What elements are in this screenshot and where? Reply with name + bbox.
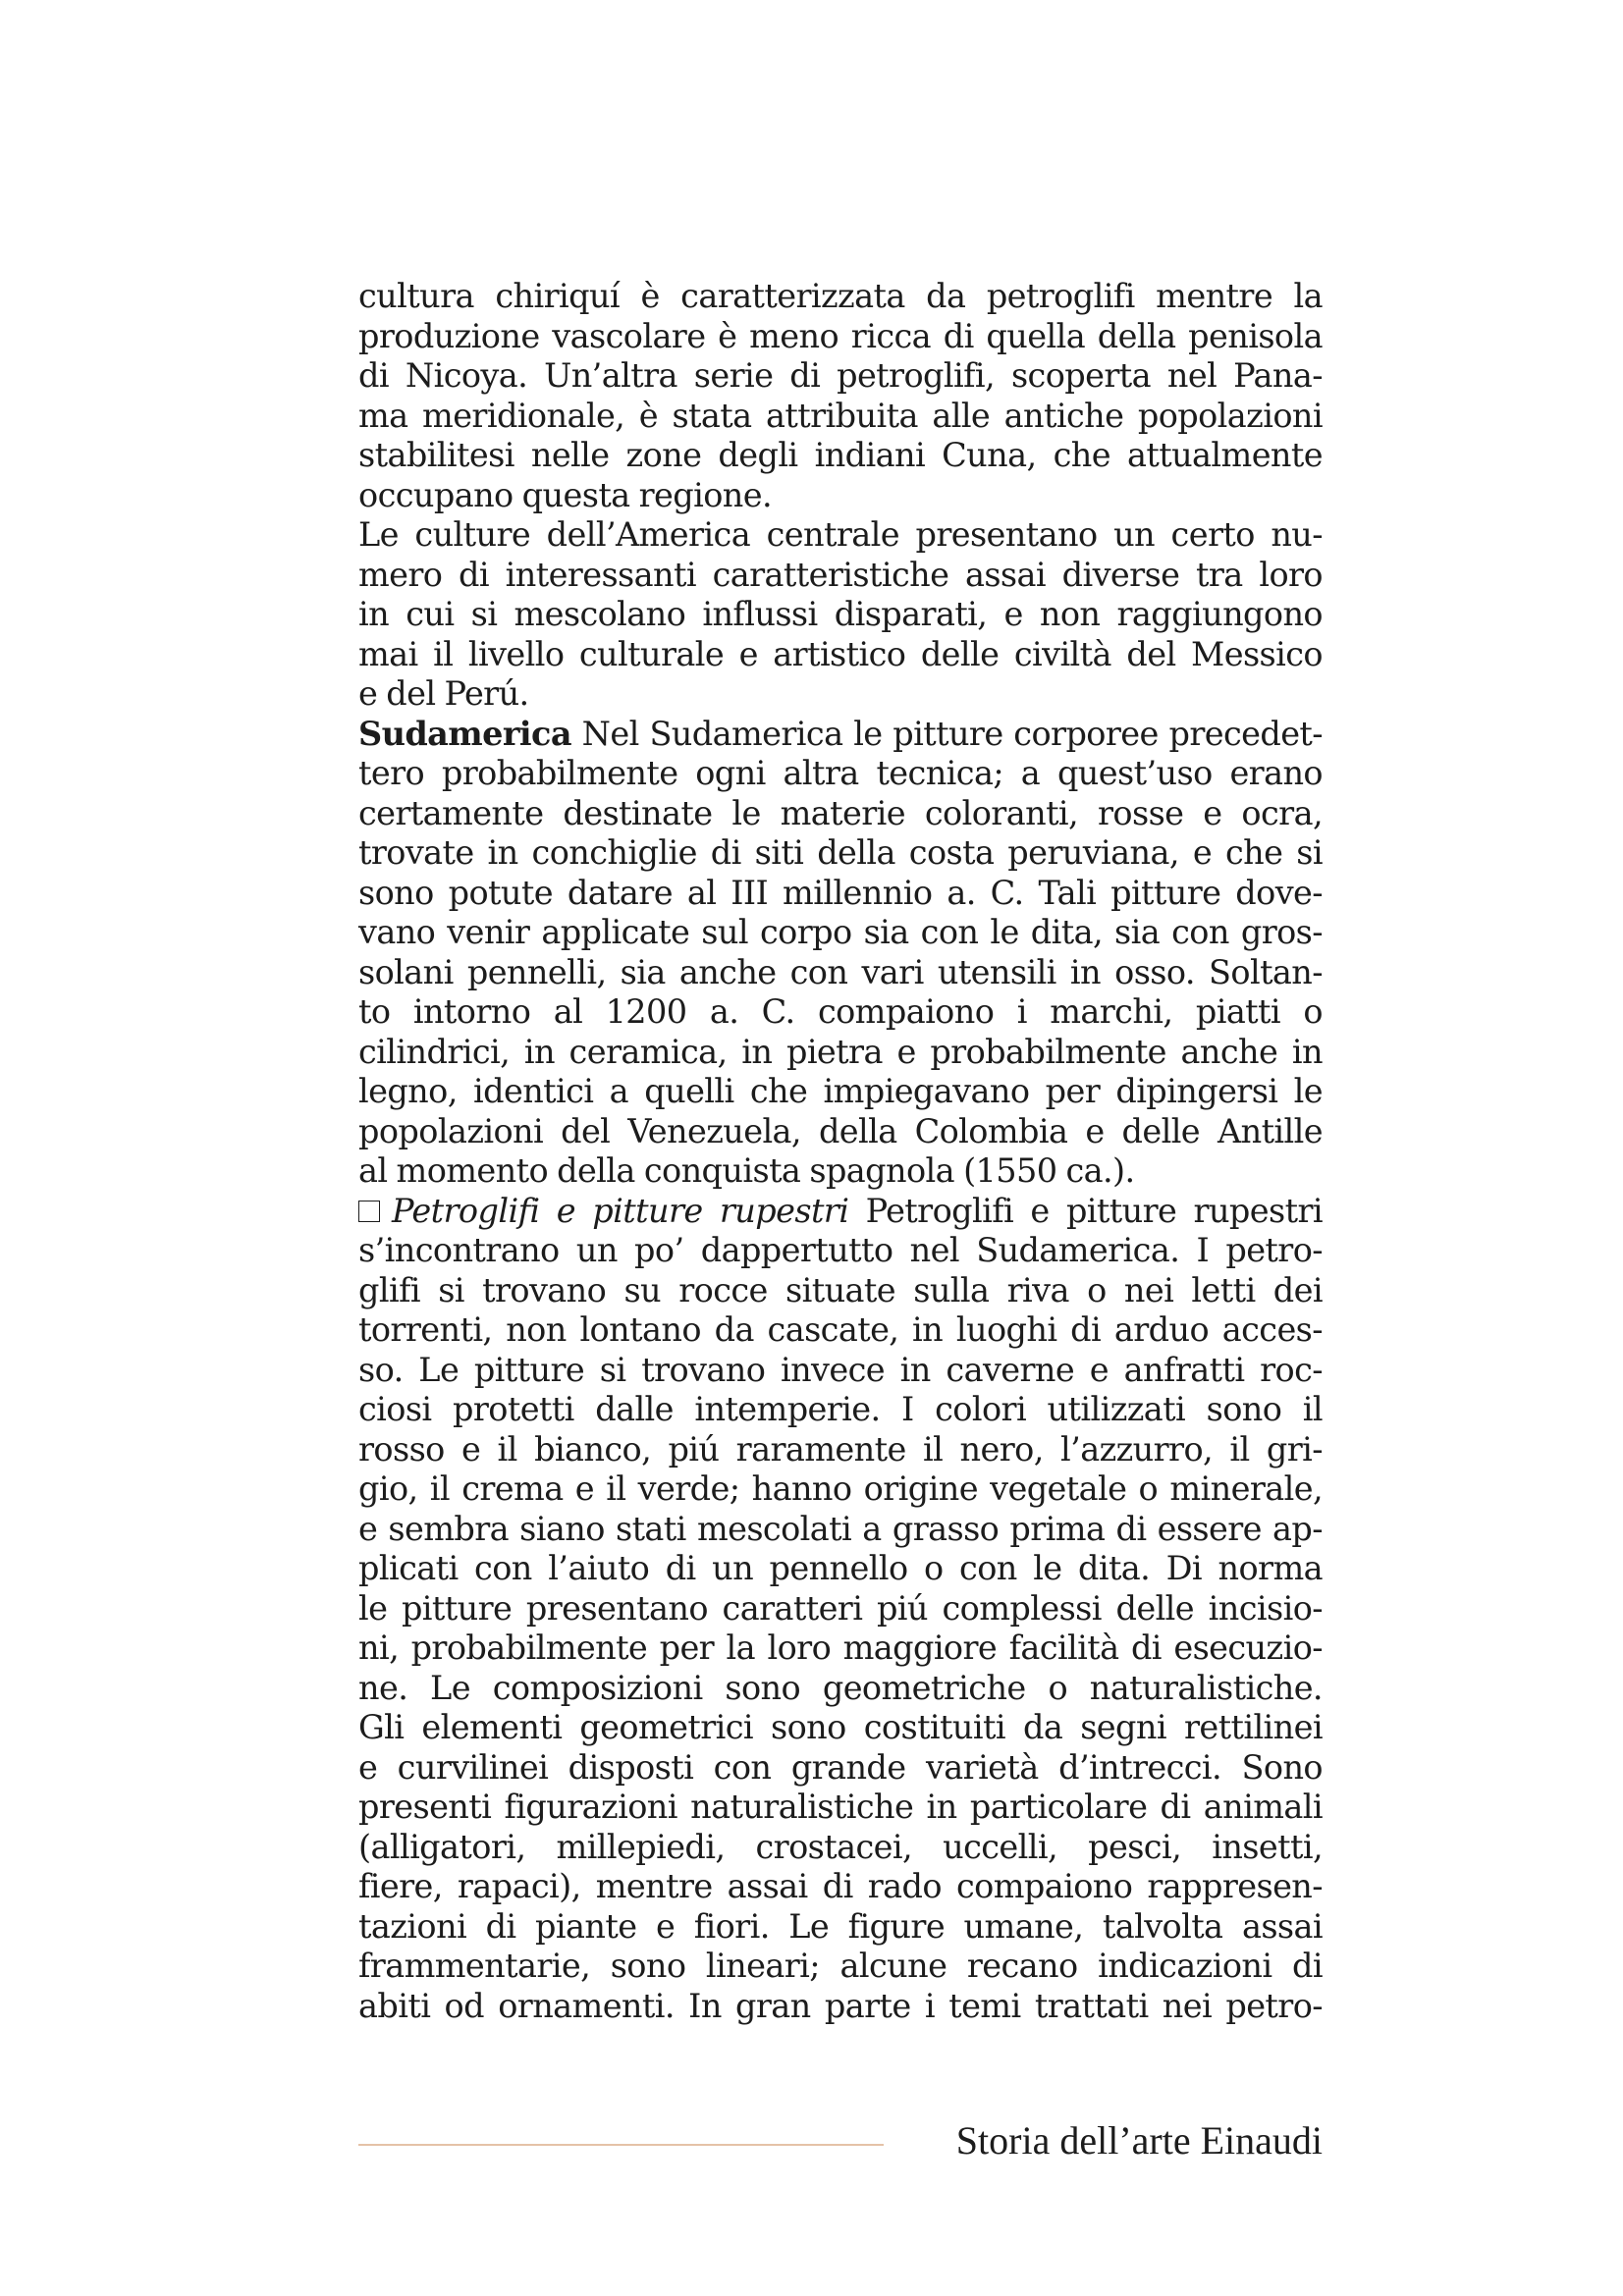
section-heading-sudamerica: Sudamerica <box>358 714 571 753</box>
text-line: popolazioni del Venezuela, della Colombia e delle Antille <box>358 1111 1323 1150</box>
text-line: Nel Sudamerica le pitture corporee precedet- <box>581 714 1323 753</box>
text-line: ma meridionale, è stata attribuita alle antiche popolazioni <box>358 396 1323 435</box>
text-line: ni, probabilmente per la loro maggiore facilità di esecuzio- <box>358 1629 1323 1667</box>
text-line: le pitture presentano caratteri piú complessi delle incisio- <box>358 1588 1323 1628</box>
text-line: ciosi protetti dalle intemperie. I colori utilizzati sono il <box>358 1390 1323 1428</box>
text-line: plicati con l’aiuto di un pennello o con le dita. Di norma <box>358 1549 1323 1587</box>
text-line: (alligatori, millepiedi, crostacei, uccelli, pesci, insetti, <box>358 1827 1323 1866</box>
footer-publication-title: Storia dell’arte Einaudi <box>955 2118 1323 2163</box>
text-line: glifi si trovano su rocce situate sulla riva o nei letti dei <box>358 1270 1323 1309</box>
text-line: al momento della conquista spagnola (1550 ca.). <box>358 1151 1135 1190</box>
text-line: cilindrici, in ceramica, in pietra e probabilmente anche in <box>358 1032 1323 1071</box>
text-line: ne. Le composizioni sono geometriche o naturalistiche. <box>358 1668 1323 1707</box>
text-line: occupano questa regione. <box>358 475 773 514</box>
text-line: in cui si mescolano influssi disparati, e non raggiungono <box>358 595 1323 633</box>
text-line: presenti figurazioni naturalistiche in particolare di animali <box>358 1788 1323 1826</box>
text-line: trovate in conchiglie di siti della costa peruviana, e che si <box>358 833 1323 872</box>
text-line: abiti od ornamenti. In gran parte i temi trattati nei petro- <box>358 1986 1323 2025</box>
section-heading-petroglifi: Petroglifi e pitture rupestri <box>392 1191 849 1230</box>
text-line: s’incontrano un po’ dappertutto nel Sudamerica. I petro- <box>358 1231 1323 1269</box>
text-line: e curvilinei disposti con grande varietà d’intrecci. Sono <box>358 1747 1323 1787</box>
body-text <box>358 277 1323 2026</box>
text-line: certamente destinate le materie coloranti, rosse e ocra, <box>358 793 1323 832</box>
sudamerica-first-line <box>358 715 1323 755</box>
petroglifi-first-line <box>358 1192 1323 1232</box>
text-line: frammentarie, sono lineari; alcune recano indicazioni di <box>358 1947 1323 1985</box>
text-line: rosso e il bianco, piú raramente il nero, l’azzurro, il gri- <box>358 1429 1323 1468</box>
text-line: e sembra siano stati mescolati a grasso prima di essere ap- <box>358 1509 1323 1548</box>
text-line: gio, il crema e il verde; hanno origine vegetale o minerale, <box>358 1469 1323 1508</box>
text-line: stabilitesi nelle zone degli indiani Cuna, che attualmente <box>358 436 1323 474</box>
text-line: sono potute datare al III millennio a. C. Tali pitture dove- <box>358 873 1323 912</box>
text-line: legno, identici a quelli che impiegavano per dipingersi le <box>358 1072 1323 1110</box>
text-line: tero probabilmente ogni altra tecnica; a quest’uso erano <box>358 754 1323 792</box>
text-line: fiere, rapaci), mentre assai di rado compaiono rappresen- <box>358 1867 1323 1905</box>
text-line: e del Perú. <box>358 674 529 713</box>
text-line: cultura chiriquí è caratterizzata da petroglifi mentre la <box>358 277 1323 315</box>
text-line: produzione vascolare è meno ricca di quella della penisola <box>358 316 1323 355</box>
page-footer <box>358 2111 1323 2170</box>
text-line: Le culture dell’America centrale presentano un certo nu- <box>358 515 1323 554</box>
text-line: tazioni di piante e fiori. Le figure umane, talvolta assai <box>358 1906 1323 1946</box>
text-line: to intorno al 1200 a. C. compaiono i marchi, piatti o <box>358 992 1323 1031</box>
text-line: mero di interessanti caratteristiche assai diverse tra loro <box>358 555 1323 594</box>
text-line: so. Le pitture si trovano invece in caverne e anfratti roc- <box>358 1350 1323 1389</box>
text-line: torrenti, non lontano da cascate, in luoghi di arduo acces- <box>358 1310 1323 1349</box>
text-line: vano venir applicate sul corpo sia con le dita, sia con gros- <box>358 913 1323 951</box>
text-line: Petroglifi e pitture rupestri <box>865 1191 1323 1230</box>
text-line: solani pennelli, sia anche con vari utensili in osso. Soltan- <box>358 952 1323 991</box>
square-bullet-icon <box>358 1201 380 1222</box>
text-line: Gli elementi geometrici sono costituiti da segni rettilinei <box>358 1708 1323 1746</box>
footer-rule <box>358 2144 884 2146</box>
text-line: mai il livello culturale e artistico delle civiltà del Messico <box>358 634 1323 673</box>
text-line: di Nicoya. Un’altra serie di petroglifi, scoperta nel Pana- <box>358 356 1323 395</box>
